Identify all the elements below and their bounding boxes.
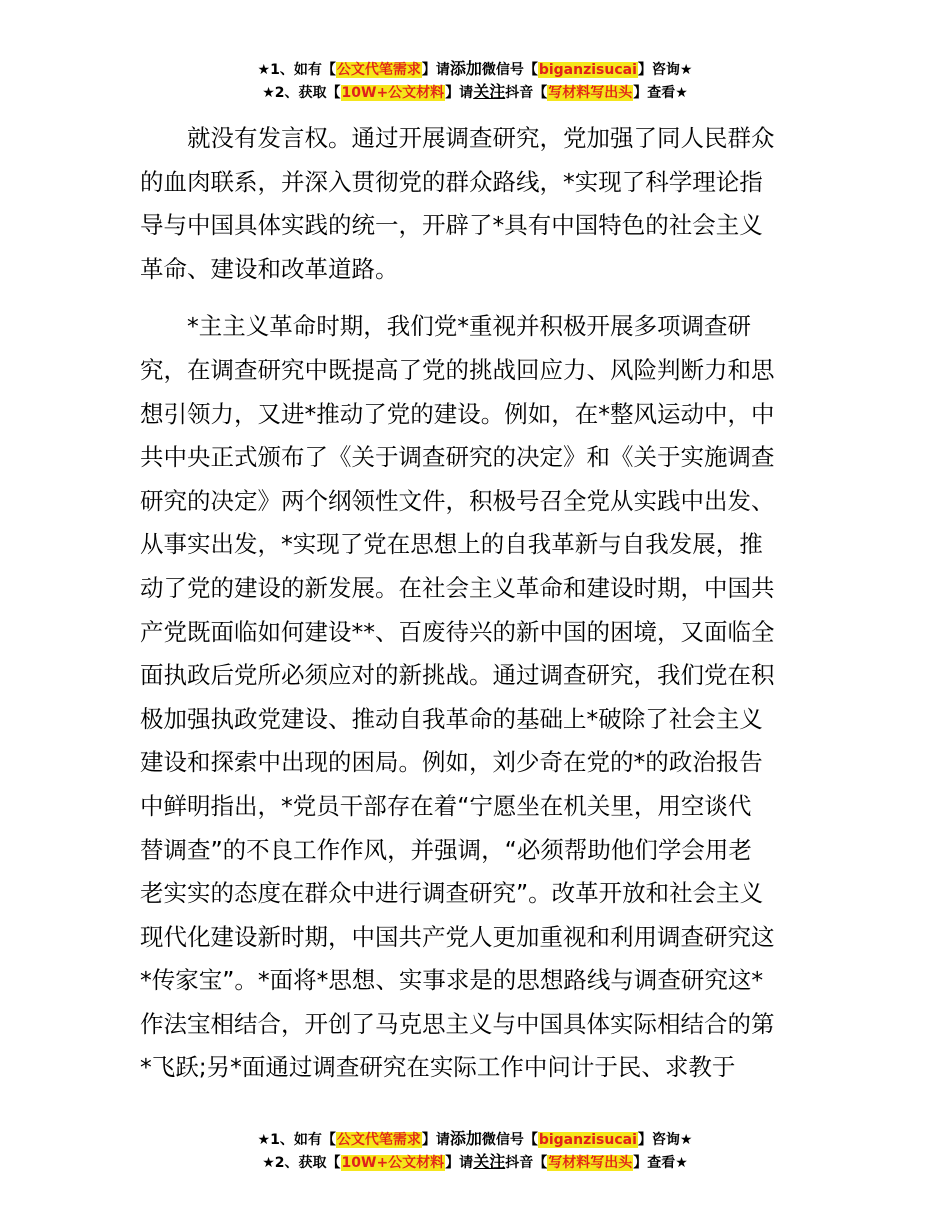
banner-text: ★2、获取【	[262, 85, 341, 101]
banner-text: 】请	[421, 62, 450, 78]
text-line: 替调查”的不良工作作风，并强调，“必须帮助他们学会用老	[140, 835, 752, 864]
banner-text: ★2、获取【	[262, 1155, 341, 1171]
text-line: 极加强执政党建设、推动自我革命的基础上*破除了社会主义	[140, 704, 763, 733]
text-line: *主主义革命时期，我们党*重视并积极开展多项调查研	[140, 312, 751, 341]
text-line: 革命、建设和改革道路。	[140, 254, 399, 283]
text-line: 研究的决定》两个纲领性文件，积极号召全党从实践中出发、	[140, 486, 775, 515]
banner-emphasis: 关注	[473, 82, 506, 101]
text-line: 作法宝相结合，开创了马克思主义与中国具体实际相结合的第	[140, 1009, 775, 1038]
banner-text: 】请	[421, 1132, 450, 1148]
paragraph-2	[140, 305, 810, 1090]
banner-text: 抖音【	[505, 85, 548, 101]
banner-text: 】查看★	[633, 1155, 688, 1171]
text-line: 动了党的建设的新发展。在社会主义革命和建设时期，中国共	[140, 573, 775, 602]
text-line: 究，在调查研究中既提高了党的挑战回应力、风险判断力和思	[140, 355, 775, 384]
banner-line-2	[0, 1151, 950, 1174]
banner-line-1	[0, 1128, 950, 1151]
paragraph-1	[140, 117, 810, 291]
banner-highlight: 公文代笔需求	[336, 62, 421, 78]
banner-highlight: 写材料写出头	[548, 1155, 633, 1171]
banner-text: 微信号【	[481, 62, 538, 78]
text-line: 中鲜明指出，*党员干部存在着“宁愿坐在机关里，用空谈代	[140, 791, 752, 820]
banner-highlight: biganzisucai	[538, 62, 637, 78]
footer-banner	[0, 1128, 950, 1174]
banner-text: 】查看★	[633, 85, 688, 101]
banner-text: 】请	[445, 85, 474, 101]
text-line: 的血肉联系，并深入贯彻党的群众路线，*实现了科学理论指	[140, 167, 763, 196]
document-body	[140, 117, 810, 1090]
banner-text: 】咨询★	[637, 62, 693, 78]
header-banner	[0, 58, 950, 104]
banner-text: 抖音【	[505, 1155, 548, 1171]
text-line: 就没有发言权。通过开展调查研究，党加强了同人民群众	[140, 124, 775, 152]
banner-highlight: 10W+公文材料	[341, 85, 445, 101]
text-line: 现代化建设新时期，中国共产党人更加重视和利用调查研究这	[140, 922, 775, 951]
banner-highlight: biganzisucai	[538, 1132, 637, 1148]
text-line: 想引领力，又进*推动了党的建设。例如，在*整风运动中，中	[140, 399, 775, 428]
banner-highlight: 公文代笔需求	[336, 1132, 421, 1148]
text-line: 建设和探索中出现的困局。例如，刘少奇在党的*的政治报告	[140, 748, 763, 777]
banner-text: 】请	[445, 1155, 474, 1171]
banner-line-2	[0, 81, 950, 104]
banner-text: 微信号【	[481, 1132, 538, 1148]
banner-emphasis: 添加	[449, 59, 482, 78]
text-line: 产党既面临如何建设**、百废待兴的新中国的困境，又面临全	[140, 617, 775, 646]
text-line: 面执政后党所必须应对的新挑战。通过调查研究，我们党在积	[140, 661, 775, 690]
banner-emphasis: 添加	[449, 1129, 482, 1148]
banner-line-1	[0, 58, 950, 81]
text-line: 共中央正式颁布了《关于调查研究的决定》和《关于实施调查	[140, 443, 775, 472]
text-line: 老实实的态度在群众中进行调查研究”。改革开放和社会主义	[140, 879, 764, 908]
banner-text: ★1、如有【	[257, 62, 336, 78]
text-line: *传家宝”。*面将*思想、实事求是的思想路线与调查研究这*	[140, 966, 764, 995]
text-line: 导与中国具体实践的统一，开辟了*具有中国特色的社会主义	[140, 211, 763, 240]
text-line: *飞跃;另*面通过调查研究在实际工作中问计于民、求教于	[140, 1053, 736, 1082]
text-line: 从事实出发，*实现了党在思想上的自我革新与自我发展，推	[140, 530, 763, 559]
banner-highlight: 写材料写出头	[548, 85, 633, 101]
banner-highlight: 10W+公文材料	[341, 1155, 445, 1171]
banner-text: ★1、如有【	[257, 1132, 336, 1148]
banner-text: 】咨询★	[637, 1132, 693, 1148]
paragraph-gap	[140, 291, 810, 305]
banner-emphasis: 关注	[473, 1152, 506, 1171]
